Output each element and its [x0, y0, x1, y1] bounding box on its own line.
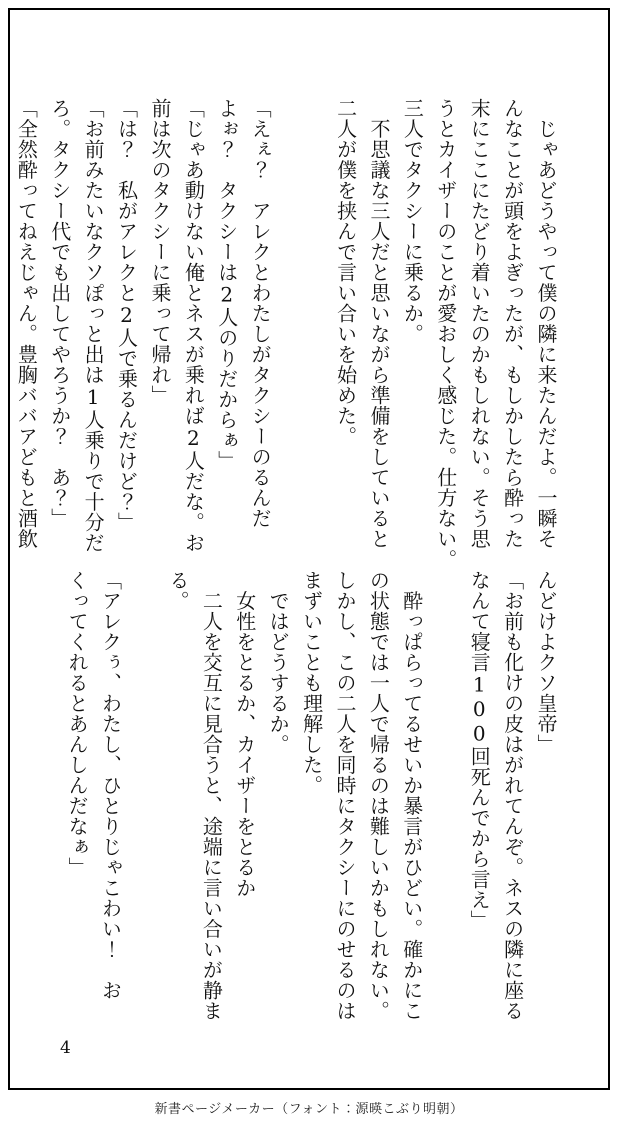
text-line: んなことが頭をよぎったが、もしかしたら酔った	[500, 98, 525, 549]
text-line: 酔っぱらってるせいか暴言がひどい。確かにこ	[399, 570, 424, 1021]
blank-line	[276, 98, 328, 550]
text-line: じゃあどうやって僕の隣に来たんだよ。一瞬そ	[534, 98, 558, 549]
text-line: ではどうするか。	[266, 570, 291, 755]
text-line: の状態では一人で帰るのは難しいかもしれない。	[366, 570, 391, 1021]
text-line: 二人を交互に見合うと、途端に言い合いが静ま	[199, 570, 224, 1021]
text-line: よぉ？ タクシーは2人のりだからぁ」	[214, 98, 239, 471]
text-line: 不思議な三人だと思いながら準備をしていると	[366, 98, 391, 549]
text-line: しかし、この二人を同時にタクシーにのせるのは	[332, 570, 357, 1021]
vertical-text-tier-2	[60, 570, 562, 1022]
text-line: 「じゃあ動けない俺とネスが乗れば2人だな。お	[181, 98, 206, 553]
blank-line	[428, 570, 462, 1022]
text-line: 二人が僕を挟んで言い合いを始めた。	[333, 98, 358, 447]
blank-line	[127, 570, 161, 1022]
page-number: 4	[60, 1038, 71, 1058]
footer-caption: 新書ページメーカー（フォント：源暎こぶり明朝）	[154, 1102, 464, 1117]
text-line: 末にここにたどり着いたのかもしれない。そう思	[467, 98, 492, 549]
page-frame	[8, 8, 610, 1090]
text-line: 「お前も化けの皮はがれてんぞ。ネスの隣に座る	[500, 570, 525, 1021]
text-line: 「えぇ？ アレクとわたしがタクシーのるんだ	[248, 98, 273, 529]
text-line: 「アレクぅ、わたし、ひとりじゃこわい！ お	[98, 570, 123, 1001]
text-line: 女性をとるか、カイザーをとるか	[232, 570, 257, 898]
text-line: んどけよクソ皇帝」	[534, 570, 558, 755]
text-line: 三人でタクシーに乗るか。	[400, 98, 425, 344]
text-line: くってくれるとあんしんだなぁ」	[65, 570, 90, 878]
vertical-text-tier-1	[9, 98, 562, 570]
text-line: 「お前みたいなクソぽっと出は1人乗りで十分だ	[81, 98, 106, 553]
text-line: 「全然酔ってねえじゃん。豊胸ババアどもと酒飲	[14, 98, 39, 549]
text-line: まずいことも理解した。	[299, 570, 324, 796]
text-line: 前は次のタクシーに乗って帰れ」	[147, 98, 172, 406]
text-line: うとカイザーのことが愛おしく感じた。仕方ない。	[433, 98, 458, 570]
text-line: 「は？ 私がアレクと2人で乗るんだけど？」	[114, 98, 139, 533]
text-line: る。	[165, 570, 190, 611]
text-line: なんて寝言100回死んでから言え」	[467, 570, 492, 931]
text-line: ろ。タクシー代でも出してやろうか？ あ？」	[47, 98, 72, 529]
